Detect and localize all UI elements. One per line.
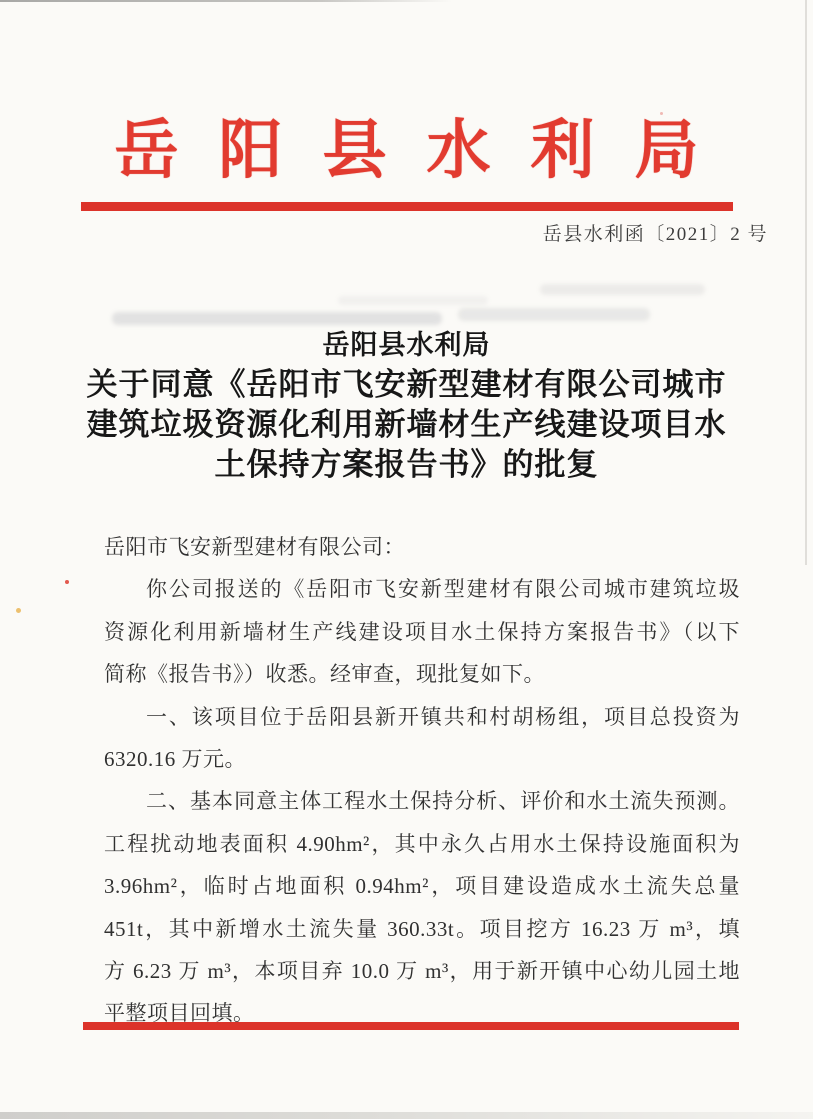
title-line: 关于同意《岳阳市飞安新型建材有限公司城市 xyxy=(86,367,727,402)
body-line: 你公司报送的《岳阳市飞安新型建材有限公司城市建筑垃圾 xyxy=(146,577,740,602)
document-title xyxy=(48,325,765,485)
bleed-through-artifact xyxy=(338,296,488,305)
document-reference-number: 岳县水利函〔2021〕2 号 xyxy=(542,224,768,245)
body-line: 工程扰动地表面积 4.90hm²，其中永久占用水土保持设施面积为 xyxy=(104,831,740,856)
body-line: 451t，其中新增水土流失量 360.33t。项目挖方 16.23 万 m³，填 xyxy=(104,916,740,941)
body-line: 简称《报告书》）收悉。经审查，现批复如下。 xyxy=(104,662,545,687)
ink-speck xyxy=(660,112,663,115)
title-line: 建筑垃圾资源化利用新墙材生产线建设项目水 xyxy=(86,407,727,442)
body-line: 二、基本同意主体工程水土保持分析、评价和水土流失预测。 xyxy=(146,789,740,814)
body-line: 一、该项目位于岳阳县新开镇共和村胡杨组，项目总投资为 xyxy=(146,704,740,729)
bleed-through-artifact xyxy=(112,312,442,325)
bleed-through-artifact xyxy=(458,308,650,321)
document-body xyxy=(104,526,740,1035)
body-line: 3.96hm²，临时占地面积 0.94hm²，项目建设造成水土流失总量 xyxy=(104,874,740,899)
scan-edge-artifact xyxy=(0,1112,813,1119)
body-line-recipient: 岳阳市飞安新型建材有限公司： xyxy=(104,535,405,559)
body-line: 方 6.23 万 m³，本项目弃 10.0 万 m³，用于新开镇中心幼儿园土地 xyxy=(104,959,740,984)
footer-divider-rule xyxy=(83,1022,739,1030)
title-line: 土保持方案报告书》的批复 xyxy=(214,447,599,482)
agency-letterhead-title: 岳阳县水利局 xyxy=(114,115,739,186)
title-line: 岳阳县水利局 xyxy=(322,330,491,360)
body-line: 平整项目回填。 xyxy=(104,1001,255,1026)
bleed-through-artifact xyxy=(540,284,705,295)
scan-edge-artifact xyxy=(805,0,807,565)
ink-speck xyxy=(65,580,69,584)
ink-speck xyxy=(16,608,21,613)
body-line: 6320.16 万元。 xyxy=(104,747,246,772)
letterhead-divider-rule xyxy=(81,202,733,211)
scan-edge-artifact xyxy=(0,0,452,2)
body-line: 资源化利用新墙材生产线建设项目水土保持方案报告书》（以下 xyxy=(104,619,740,644)
